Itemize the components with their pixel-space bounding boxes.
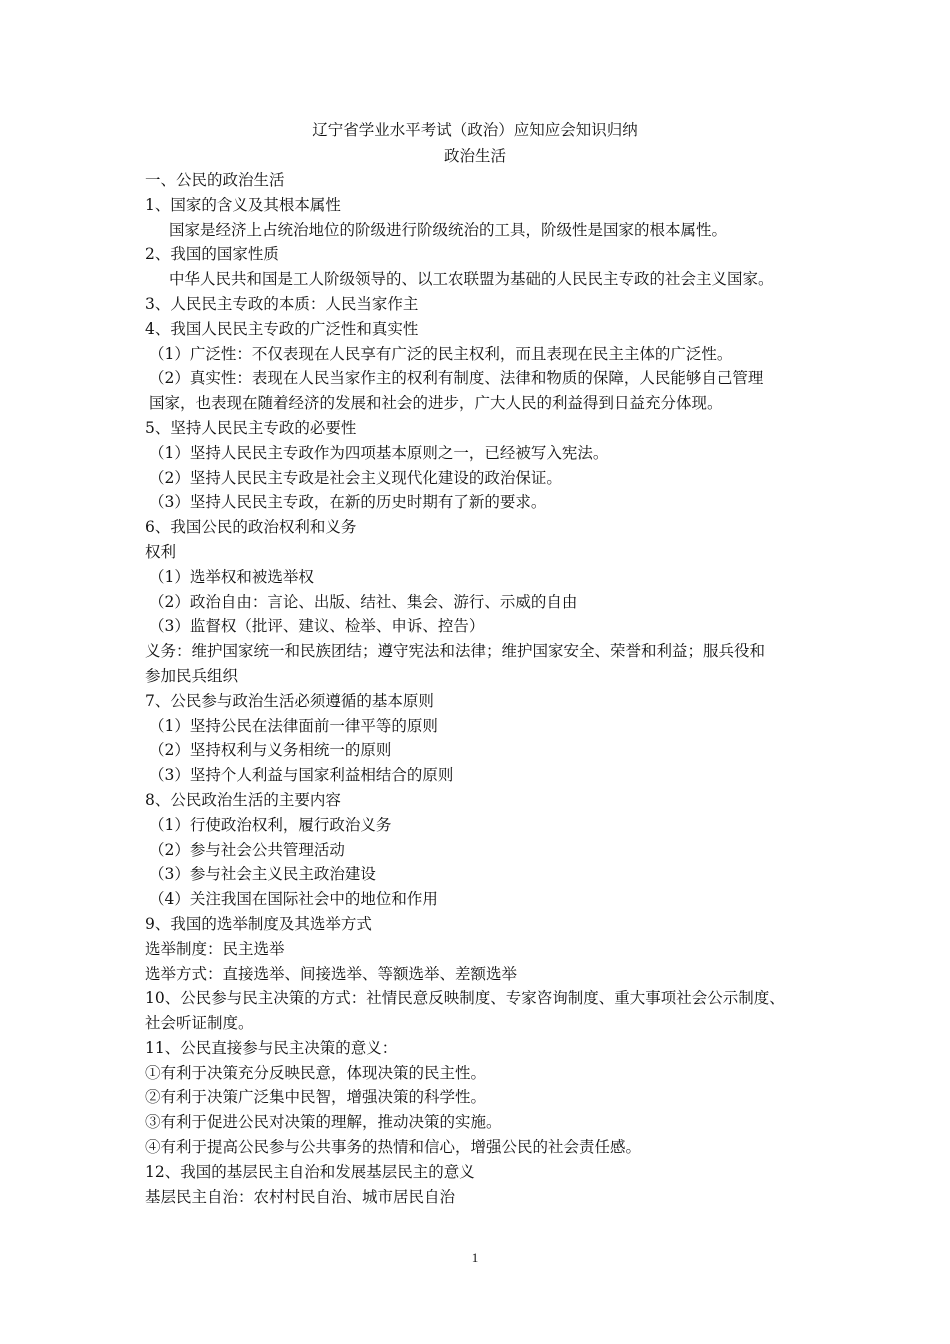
text-line: （1）广泛性：不仅表现在人民享有广泛的民主权利，而且表现在民主主体的广泛性。 [149,344,733,363]
text-line: 中华人民共和国是工人阶级领导的、以工农联盟为基础的人民民主专政的社会主义国家。 [169,270,774,289]
text-line: （2）政治自由：言论、出版、结社、集会、游行、示威的自由 [149,592,578,611]
document-subtitle: 政治生活 [443,147,506,165]
text-line: 1、国家的含义及其根本属性 [145,195,341,214]
page-number: 1 [471,1250,479,1265]
text-line: 选举方式：直接选举、间接选举、等额选举、差额选举 [145,964,518,983]
text-line: （2）参与社会公共管理活动 [149,840,345,859]
text-line: 4、我国人民民主专政的广泛性和真实性 [145,319,419,338]
text-line: 7、公民参与政治生活必须遵循的基本原则 [145,691,434,710]
text-line: 一、公民的政治生活 [145,171,285,189]
text-line: （4）关注我国在国际社会中的地位和作用 [149,890,438,909]
text-line: 国家，也表现在随着经济的发展和社会的进步，广大人民的利益得到日益充分体现。 [149,394,723,413]
text-line: （2）真实性：表现在人民当家作主的权利有制度、法律和物质的保障，人民能够自己管理 [149,369,764,388]
text-line: （1）坚持公民在法律面前一律平等的原则 [149,716,438,735]
text-line: 10、公民参与民主决策的方式：社情民意反映制度、专家咨询制度、重大事项社会公示制度、 [145,989,785,1008]
text-line: 基层民主自治：农村村民自治、城市居民自治 [145,1187,456,1206]
text-line: （1）坚持人民民主专政作为四项基本原则之一，已经被写入宪法。 [149,443,609,462]
text-line: （1）选举权和被选举权 [149,567,314,586]
document-body [145,168,817,1209]
text-line: ③有利于促进公民对决策的理解，推动决策的实施。 [145,1113,502,1132]
text-line: 3、人民民主专政的本质：人民当家作主 [145,294,419,313]
text-line: 2、我国的国家性质 [145,245,279,264]
text-line: （3）坚持人民民主专政，在新的历史时期有了新的要求。 [149,493,547,512]
text-line: （2）坚持权利与义务相统一的原则 [149,741,392,760]
text-line: ②有利于决策广泛集中民智，增强决策的科学性。 [145,1088,487,1107]
text-line: 社会听证制度。 [145,1014,254,1033]
text-line: 国家是经济上占统治地位的阶级进行阶级统治的工具，阶级性是国家的根本属性。 [169,220,728,239]
text-line: 6、我国公民的政治权利和义务 [145,518,357,537]
text-line: （2）坚持人民民主专政是社会主义现代化建设的政治保证。 [149,468,562,487]
text-line: ①有利于决策充分反映民意，体现决策的民主性。 [145,1063,487,1082]
text-line: 权利 [145,542,177,561]
text-line: 11、公民直接参与民主决策的意义： [145,1038,398,1057]
text-line: 5、坚持人民民主专政的必要性 [145,418,357,437]
text-line: ④有利于提高公民参与公共事务的热情和信心，增强公民的社会责任感。 [145,1138,642,1157]
document-title: 辽宁省学业水平考试（政治）应知应会知识归纳 [312,121,638,139]
text-line: 8、公民政治生活的主要内容 [145,790,341,809]
text-line: （3）坚持个人利益与国家利益相结合的原则 [149,766,454,785]
text-line: 12、我国的基层民主自治和发展基层民主的意义 [145,1162,475,1181]
text-line: （3）参与社会主义民主政治建设 [149,865,376,884]
text-line: 义务：维护国家统一和民族团结；遵守宪法和法律；维护国家安全、荣誉和利益；服兵役和 [145,642,766,661]
text-line: 9、我国的选举制度及其选举方式 [145,914,372,933]
text-line: 选举制度：民主选举 [145,939,285,958]
text-line: （1）行使政治权利，履行政治义务 [149,815,392,834]
text-line: （3）监督权（批评、建议、检举、申诉、控告） [149,617,485,636]
text-line: 参加民兵组织 [145,666,239,685]
